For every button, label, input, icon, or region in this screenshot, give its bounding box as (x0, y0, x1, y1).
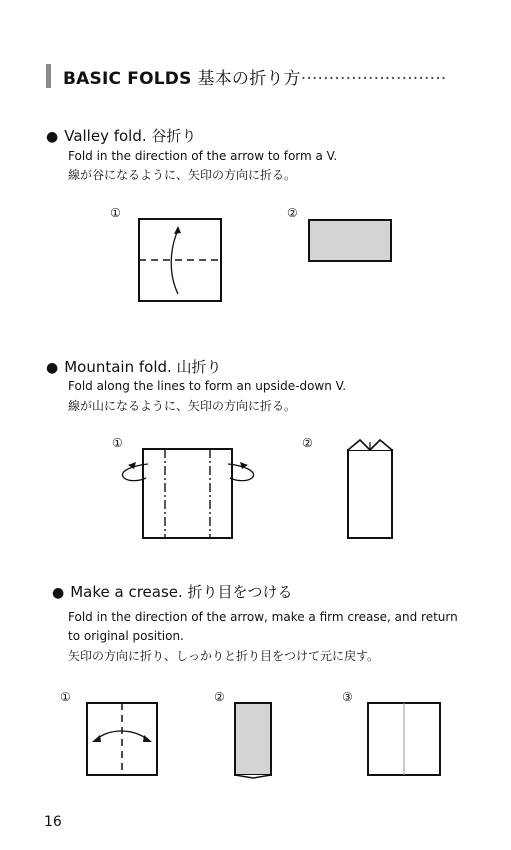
bullet-icon: ● (52, 585, 65, 601)
step-number-1: ① (60, 690, 71, 704)
step-number-1: ① (112, 436, 123, 450)
header-accent-bar (46, 64, 51, 88)
page-title-jp: 基本の折り方 (197, 69, 301, 89)
mountain-fold-step1-diagram (120, 448, 260, 540)
crease-step2-diagram (233, 702, 273, 780)
crease-desc-en-line2: to original position. (68, 629, 184, 643)
valley-fold-desc-jp: 線が谷になるように、矢印の方向に折る。 (68, 168, 297, 182)
crease-desc-en-line1: Fold in the direction of the arrow, make a firm crease, and return (68, 610, 458, 624)
mountain-fold-desc-en: Fold along the lines to form an upside-down V. (68, 379, 347, 393)
step-number-2: ② (302, 436, 313, 450)
page-number: 16 (44, 814, 62, 830)
step-number-2: ② (287, 206, 298, 220)
title-leader-dots: ·························· (300, 69, 447, 89)
page-title (63, 64, 446, 89)
bullet-icon: ● (46, 129, 59, 145)
mountain-fold-step2-diagram (346, 438, 394, 540)
valley-fold-title (46, 125, 196, 146)
bullet-icon: ● (46, 360, 59, 376)
step-number-2: ② (214, 690, 225, 704)
crease-title (52, 581, 293, 602)
crease-step1-diagram (86, 702, 158, 776)
mountain-fold-title-text: Mountain fold. 山折り (64, 358, 222, 376)
step-number-1: ① (110, 206, 121, 220)
mountain-fold-title (46, 356, 222, 377)
valley-fold-title-text: Valley fold. 谷折り (64, 127, 197, 145)
crease-desc-jp: 矢印の方向に折り、しっかりと折り目をつけて元に戻す。 (68, 649, 380, 663)
valley-fold-step1-diagram (138, 218, 222, 302)
valley-fold-step2-diagram (308, 219, 392, 262)
page-title-en: BASIC FOLDS (63, 69, 192, 89)
mountain-fold-desc-jp: 線が山になるように、矢印の方向に折る。 (68, 399, 297, 413)
valley-fold-desc-en: Fold in the direction of the arrow to form a V. (68, 149, 338, 163)
crease-step3-diagram (367, 702, 441, 776)
crease-title-text: Make a crease. 折り目をつける (70, 583, 293, 601)
step-number-3: ③ (342, 690, 353, 704)
